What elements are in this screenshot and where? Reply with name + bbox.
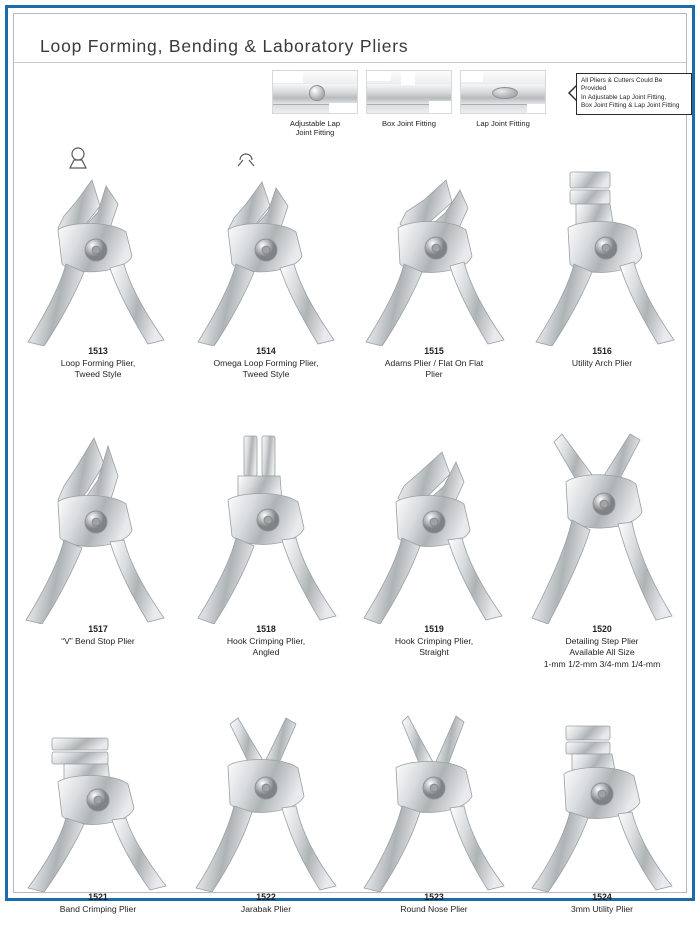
- joint-fitting-callout: [568, 73, 692, 115]
- product-card-1524[interactable]: [518, 712, 686, 915]
- callout-text: [576, 73, 692, 115]
- product-code-1520: 1520: [592, 624, 612, 634]
- product-caption-1521: [14, 892, 182, 915]
- product-code-1523: 1523: [424, 892, 444, 902]
- joint-fitting-lap: [460, 70, 546, 128]
- joint-fitting-adjustable-lap: [272, 70, 358, 138]
- product-name-line1-1520: Detailing Step Plier: [565, 635, 639, 646]
- product-row-3: [14, 712, 686, 942]
- product-code-1517: 1517: [88, 624, 108, 634]
- product-name-line3-1520: 1-mm 1/2-mm 3/4-mm 1/4-mm: [543, 658, 661, 669]
- product-name-line1-1523: Round Nose Plier: [400, 903, 468, 914]
- product-caption-1519: [350, 624, 518, 659]
- product-name-line2-1515: Plier: [425, 369, 443, 379]
- product-image-1520: [518, 428, 686, 624]
- title-divider: [14, 62, 686, 63]
- product-name-line2-1513: Tweed Style: [74, 369, 122, 379]
- product-name-line1-1522: Jarabak Plier: [240, 903, 292, 914]
- product-card-1515[interactable]: [350, 146, 518, 381]
- product-card-1523[interactable]: [350, 712, 518, 915]
- box-joint-caption: Box Joint Fitting: [381, 119, 437, 128]
- product-card-1513[interactable]: [14, 146, 182, 381]
- product-caption-1516: [518, 346, 686, 369]
- product-name-line2-1518: Angled: [252, 647, 280, 657]
- callout-line-1: All Pliers & Cutters Could Be Provided: [581, 77, 663, 93]
- product-grid: [14, 146, 686, 942]
- product-card-1522[interactable]: [182, 712, 350, 915]
- product-name-line1-1517: “V” Bend Stop Plier: [61, 635, 135, 646]
- product-code-1518: 1518: [256, 624, 276, 634]
- product-image-1522: [182, 712, 350, 892]
- product-image-1518: [182, 428, 350, 624]
- product-name-line1-1514: Omega Loop Forming Plier,: [213, 357, 319, 368]
- adjustable-lap-joint-image: [272, 70, 358, 114]
- product-name-line2-1519: Straight: [419, 647, 449, 657]
- callout-line-3: Box Joint Fitting & Lap Joint Fitting: [581, 102, 680, 110]
- product-name-line1-1521: Band Crimping Plier: [59, 903, 137, 914]
- product-name-line1-1516: Utility Arch Plier: [571, 357, 633, 368]
- product-image-1523: [350, 712, 518, 892]
- product-caption-1514: [182, 346, 350, 381]
- product-code-1514: 1514: [256, 346, 276, 356]
- product-card-1520[interactable]: [518, 428, 686, 670]
- product-code-1515: 1515: [424, 346, 444, 356]
- product-code-1521: 1521: [88, 892, 108, 902]
- adjustable-lap-joint-caption: Adjustable Lap Joint Fitting: [289, 119, 341, 138]
- product-code-1516: 1516: [592, 346, 612, 356]
- product-name-line1-1513: Loop Forming Plier,: [60, 357, 136, 368]
- product-name-line2-1520: Available All Size: [569, 647, 635, 657]
- product-code-1524: 1524: [592, 892, 612, 902]
- lap-joint-image: [460, 70, 546, 114]
- product-code-1513: 1513: [88, 346, 108, 356]
- callout-line-2: In Adjustable Lap Joint Fitting,: [581, 93, 667, 101]
- product-caption-1518: [182, 624, 350, 659]
- product-image-1514: [182, 146, 350, 346]
- product-name-line1-1515: Adams Plier / Flat On Flat: [384, 357, 484, 368]
- product-card-1518[interactable]: [182, 428, 350, 659]
- product-image-1515: [350, 146, 518, 346]
- product-row-1: [14, 146, 686, 398]
- product-caption-1524: [518, 892, 686, 915]
- product-name-line1-1518: Hook Crimping Plier,: [226, 635, 306, 646]
- product-caption-1515: [350, 346, 518, 381]
- product-caption-1523: [350, 892, 518, 915]
- product-image-1519: [350, 428, 518, 624]
- product-card-1519[interactable]: [350, 428, 518, 659]
- product-caption-1517: [14, 624, 182, 647]
- product-caption-1513: [14, 346, 182, 381]
- product-name-line2-1514: Tweed Style: [242, 369, 290, 379]
- product-image-1513: [14, 146, 182, 346]
- product-image-1521: [14, 712, 182, 892]
- box-joint-image: [366, 70, 452, 114]
- product-image-1524: [518, 712, 686, 892]
- product-row-2: [14, 428, 686, 698]
- product-card-1517[interactable]: [14, 428, 182, 647]
- product-card-1521[interactable]: [14, 712, 182, 915]
- product-name-line1-1519: Hook Crimping Plier,: [394, 635, 474, 646]
- product-code-1519: 1519: [424, 624, 444, 634]
- product-card-1514[interactable]: [182, 146, 350, 381]
- product-caption-1522: [182, 892, 350, 915]
- product-card-1516[interactable]: [518, 146, 686, 369]
- product-caption-1520: [518, 624, 686, 670]
- product-name-line1-1524: 3mm Utility Plier: [570, 903, 634, 914]
- product-code-1522: 1522: [256, 892, 276, 902]
- product-image-1516: [518, 146, 686, 346]
- joint-fitting-gallery: [272, 70, 572, 150]
- lap-joint-caption: Lap Joint Fitting: [476, 119, 530, 128]
- joint-fitting-box: [366, 70, 452, 128]
- product-image-1517: [14, 428, 182, 624]
- page-title: Loop Forming, Bending & Laboratory Pliers: [40, 36, 409, 56]
